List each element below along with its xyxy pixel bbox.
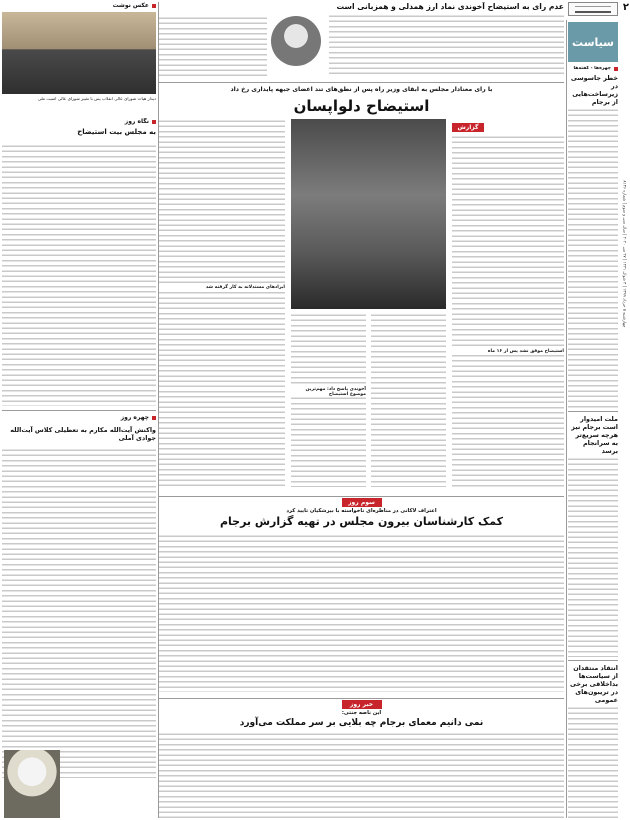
page-number: ۲ (622, 2, 629, 13)
bottom-story-body (159, 534, 564, 692)
lower-story-tag: خبر روز (342, 700, 382, 709)
sidebar-body-1 (568, 108, 618, 408)
lower-divider (159, 698, 564, 699)
left-column-body (2, 144, 156, 406)
dateline-strip (619, 0, 630, 820)
main-story (159, 85, 564, 493)
photo-news-caption: دیدار هیات شورای عالی انقلاب پس با تغییر شورای عالی امنیت ملی (37, 96, 156, 101)
top-story-headline: عدم رای به استیضاح آخوندی نماد ارز همدلی و همزبانی است (336, 2, 564, 11)
sidebar-section-label: چهره‌ها - گفته‌ها (568, 66, 618, 71)
bullet-icon (152, 416, 156, 420)
section-title: سیاست (572, 35, 614, 49)
left-column (2, 118, 156, 818)
sidebar-divider (568, 411, 618, 412)
left-column-divider (2, 410, 156, 411)
main-story-col-left (159, 119, 285, 487)
main-story-col-mid2 (291, 313, 366, 487)
cleric-portrait (4, 750, 60, 818)
sidebar (568, 66, 618, 818)
top-story-portrait (271, 16, 321, 66)
dateline: چهارشنبه ۵ خرداد ۱۳۹۹ | ۳ شوال ۱۴۴۱ | ۲۷ می ۲۰۲۰ | سال سی و سوم | شماره ۸۱۳۶ (622, 180, 628, 328)
top-story-body (329, 14, 564, 78)
sidebar-rule (566, 20, 567, 818)
main-story-kicker: با رای معنادار مجلس به ابقای وزیر راه پس از نطق‌های تند اعضای جبهه پایداری رخ داد (230, 86, 493, 93)
bullet-icon (152, 120, 156, 124)
sidebar-headline-1: خطر جاسوسی در زیرساخت‌هایی از برجام (570, 74, 618, 106)
lower-story-body (159, 732, 564, 818)
left-column-headline: به مجلس بیت استیضاح (77, 128, 156, 136)
face-of-day-label: چهره روز (121, 414, 156, 421)
sidebar-headline-2: ملت امیدوار است برجام نیز هرچه سریع‌تر به سرانجام برسد (571, 415, 618, 455)
quote-body (2, 448, 156, 778)
lower-story (159, 700, 564, 818)
section-banner (568, 22, 618, 62)
bottom-story-kicker: اعتراف لاکانی در مناظره‌ای ناخواسته با بیرشکیان تایید کرد (286, 508, 437, 514)
quote-kicker: واکنش آیت‌الله مکارم به تعطیلی کلاس آیت‌الله جوادی آملی (10, 426, 156, 443)
bottom-story-headline: کمک کارشناسان بیرون مجلس در تهیه گزارش برجام (219, 515, 504, 528)
main-story-subhead-2: آخوندی پاسخ داد: مهم‌ترین موضوع استیضاح (291, 387, 366, 397)
main-story-col-mid (371, 313, 446, 487)
sidebar-body-3 (568, 706, 618, 818)
bottom-story-tag: سوم روز (342, 498, 382, 507)
lower-story-kicker: این ناصه جنتی: (341, 710, 382, 716)
top-divider (159, 82, 564, 83)
main-story-tag: گزارش (452, 123, 484, 132)
main-story-photo (291, 119, 446, 309)
newspaper-logo-icon (575, 6, 611, 13)
top-story-body-2 (159, 16, 267, 76)
lower-story-headline: نمی دانیم معمای برجام چه بلایی بر سر مملکت می‌آورد (239, 718, 484, 728)
sidebar-body-2 (568, 457, 618, 657)
bullet-icon (152, 4, 156, 8)
bottom-divider (159, 496, 564, 497)
sidebar-headline-3: انتقاد منتقدان از سیاست‌ها بداخلاقی برخی در تریبون‌های عمومی (569, 664, 618, 704)
photo-news (2, 2, 156, 114)
top-story (159, 2, 564, 80)
left-column-label: نگاه روز (2, 118, 156, 125)
photo-news-image (2, 12, 156, 94)
logo-box (568, 2, 618, 16)
bottom-story (159, 498, 564, 694)
main-story-subhead-1: استیضاح موفق نشد پس از ۱۶ ماه (452, 349, 564, 354)
photo-news-label: عکس نوشت (2, 2, 156, 9)
sidebar-divider-2 (568, 660, 618, 661)
main-story-headline: استیضاح دلواپسان (293, 97, 430, 115)
bullet-icon (614, 67, 618, 71)
main-story-col-right (452, 135, 564, 487)
main-story-subhead-3: ایرادهای مستدلانه به کار گرفته شد (159, 285, 285, 290)
